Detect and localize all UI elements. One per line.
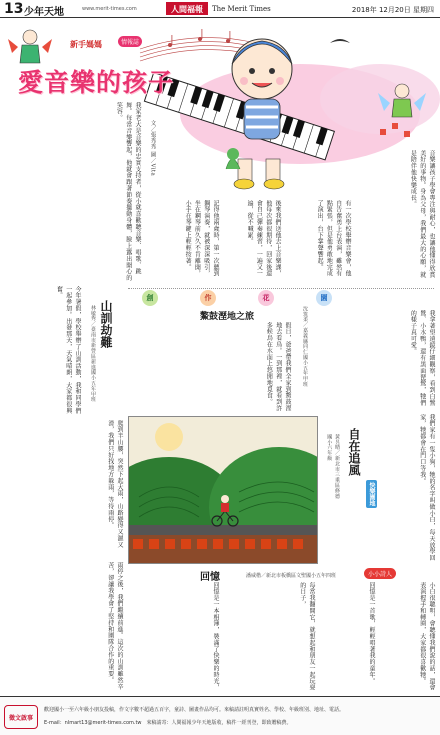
article-body-column: 記得他兩歲時，第一次聽到鋼琴演奏，就被深深吸引，坐在鋼琴前久久不肯離開，小手在琴鍵上輕輕按著。 xyxy=(184,200,219,277)
article-author: 黃昱晴／新北市三重區修德國小六年級 xyxy=(326,434,340,499)
article-title: 鰲鼓溼地之旅 xyxy=(200,312,255,322)
article-author: 潘威楷／新北市板橋區文聖國小五年四班 xyxy=(246,573,337,579)
section-name: 少年天地 xyxy=(24,7,64,18)
article-body-column: 我家老大是音樂的忠實支持者，從小就喜歡聽音樂、唱歌、跳舞。每當音樂響起，他就會跟著節奏擺動身體，臉上露出開心的笑容。 xyxy=(115,102,141,282)
article-body-column: 每當我翻開它，就想起和朋友一起玩耍的日子， xyxy=(298,582,315,691)
bird-icon xyxy=(330,39,350,43)
article-author: 沈筑柔／嘉義縣同仁國小五年甲班 xyxy=(302,306,308,387)
column-tag-badge: 情報誌 xyxy=(118,36,142,47)
article-body-column: 假日，爸爸帶我們全家到鰲鼓溼地去看鳥。一到那裡，就看到許多候鳥在水面上悠閒地覓食。 xyxy=(265,322,291,412)
section-badge: 花 xyxy=(258,290,274,306)
article-body-column: 後來我們送他去上音樂課，他每次都很期待，回家後還會自己彈奏練習，一遍又一遍，從不喊累。 xyxy=(246,200,281,277)
article-body-column: 小白很聰明，會聽懂我們說的話，還會表演握手和轉圈，大家都很喜歡牠。 xyxy=(418,582,435,691)
column-tag-badge: 快樂園地 xyxy=(368,482,375,506)
newspaper-logo: 人間福報 xyxy=(166,2,208,15)
column-tag: 新手媽媽 xyxy=(70,40,102,49)
header-url: www.merit-times.com xyxy=(82,6,137,12)
creative-garden-band xyxy=(128,288,434,308)
newspaper-logo-en: The Merit Times xyxy=(212,5,271,13)
article-body-column: 有一次學校舉辦音樂會，他自告奮勇上台表演，雖然有點緊張，但是他勇敢地完成了演出，台下掌聲響起。 xyxy=(316,200,351,277)
article-body-column: 音樂讓孩子學會專注與耐心，也讓他懂得欣賞美好的事物。身為父母，我們最大的心願，就是陪伴他快樂成長。 xyxy=(409,150,435,278)
section-badge: 作 xyxy=(200,290,216,306)
article-body-column: 我們家有一隻小狗，牠的名字叫做小白，每天放學回家，牠都會在門口等我。 xyxy=(418,414,435,562)
article-body-column: 回憶是一首歌，輕輕唱著我的童年。 xyxy=(368,582,375,685)
article-body-column: 雨停之後，我們繼續前進。這次的山訓雖然辛苦，卻讓我學會了堅持和團隊合作的重要。 xyxy=(106,562,123,690)
article-body-column: 爬到半山腰，突然下起大雨，山路變得又濕又滑，我們只好找地方躲雨，等待雨停。 xyxy=(106,420,123,548)
article-body-column: 我拿著望遠鏡仔細觀察，看到白鷺鷥、小水鴨，還有黑面琵鷺，牠們的樣子真可愛。 xyxy=(409,310,435,406)
article-author: 林敏秀／臺南市新營區新進國小五年甲班 xyxy=(90,305,96,403)
article-title: 愛音樂的孩子 xyxy=(18,68,175,97)
plant-icon xyxy=(226,148,240,169)
article-title: 回憶 xyxy=(200,572,220,583)
section-badge: 園 xyxy=(316,290,332,306)
page-number: 13 xyxy=(4,1,24,17)
page-header xyxy=(0,0,440,18)
section-badge: 創 xyxy=(142,290,158,306)
fairy-left-icon xyxy=(8,30,52,63)
child-painting xyxy=(128,416,318,564)
notice-line: E-mail：nlmart13@merit-times.com.tw 來稿請寄：人間福報少年天地版收，稿件一經刊登，即致贈稿費。 xyxy=(44,720,292,726)
painting-image xyxy=(129,417,318,564)
submission-badge: 徵文啟事 xyxy=(4,705,38,729)
column-tag-badge: 小小詩人 xyxy=(364,568,396,579)
submission-notice xyxy=(0,696,440,735)
article-body-column: 回憶是一本相簿，裝滿了快樂的時光， xyxy=(212,582,219,691)
issue-date: 2018年 12月20日 星期四 xyxy=(351,6,434,14)
article-author: 文／張秀秀 圖／Vita xyxy=(149,120,156,177)
article-title: 山訓劫難 xyxy=(99,300,113,348)
article-title: 自在追風 xyxy=(347,428,361,476)
notice-line: 歡迎國小一至六年級小朋友投稿，作文字數不超過五百字，童詩、圖畫作品均可。來稿請註明真實姓名、學校、年級班別、地址、電話。 xyxy=(44,707,345,713)
article-body-column: 今年暑假，學校舉辦了山訓活動，我和同學們一起參加。出發那天，天氣晴朗，大家都很興奮。 xyxy=(55,286,81,414)
